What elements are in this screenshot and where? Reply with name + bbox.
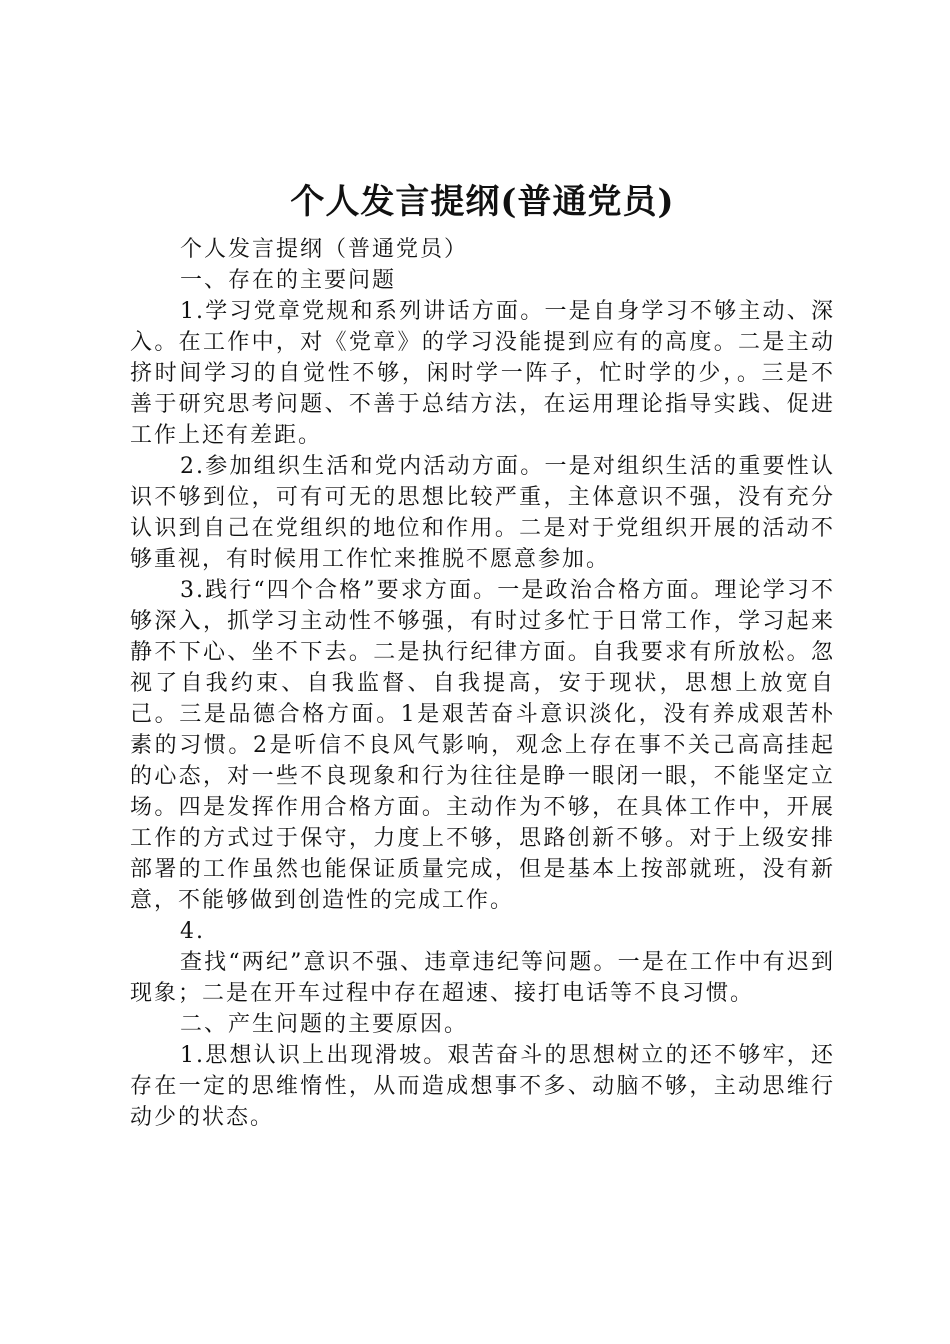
paragraph-item-3: 3.践行“四个合格”要求方面。一是政治合格方面。理论学习不够深入，抓学习主动性不够强，有时过多忙于日常工作，学习起来静不下心、坐不下去。二是执行纪律方面。自我要求有所放松。忽视了自我约束、自我监督、自我提高，安于现状，思想上放宽自己。三是品德合格方面。1是艰苦奋斗意识淡化，没有养成艰苦朴素的习惯。2是听信不良风气影响，观念上存在事不关己高高挂起的心态，对一些不良现象和行为往往是睁一眼闭一眼，不能坚定立场。四是发挥作用合格方面。主动作为不够，在具体工作中，开展工作的方式过于保守，力度上不够，思路创新不够。对于上级安排部署的工作虽然也能保证质量完成，但是基本上按部就班，没有新意，不能够做到创造性的完成工作。 [130, 578, 835, 913]
paragraph-item-4-number: 4. [180, 919, 205, 944]
paragraph-item-4: 查找“两纪”意识不强、违章违纪等问题。一是在工作中有迟到现象；二是在开车过程中存在超速、接打电话等不良习惯。 [130, 950, 835, 1006]
paragraph-cause-1: 1.思想认识上出现滑坡。艰苦奋斗的思想树立的还不够牢，还存在一定的思维惰性，从而造成想事不多、动脑不够，主动思维行动少的状态。 [130, 1043, 835, 1130]
document-page [130, 180, 835, 1133]
document-title: 个人发言提纲(普通党员) [290, 182, 675, 222]
section-heading-problems: 一、存在的主要问题 [180, 268, 397, 293]
paragraph-subtitle: 个人发言提纲（普通党员） [180, 237, 469, 262]
paragraph-item-1: 1.学习党章党规和系列讲话方面。一是自身学习不够主动、深入。在工作中，对《党章》的学习没能提到应有的高度。二是主动挤时间学习的自觉性不够，闲时学一阵子，忙时学的少，。三是不善于研究思考问题、不善于总结方法，在运用理论指导实践、促进工作上还有差距。 [130, 299, 835, 448]
section-heading-causes: 二、产生问题的主要原因。 [180, 1012, 469, 1037]
paragraph-item-2: 2.参加组织生活和党内活动方面。一是对组织生活的重要性认识不够到位，可有可无的思想比较严重，主体意识不强，没有充分认识到自己在党组织的地位和作用。二是对于党组织开展的活动不够重视，有时候用工作忙来推脱不愿意参加。 [130, 454, 835, 572]
